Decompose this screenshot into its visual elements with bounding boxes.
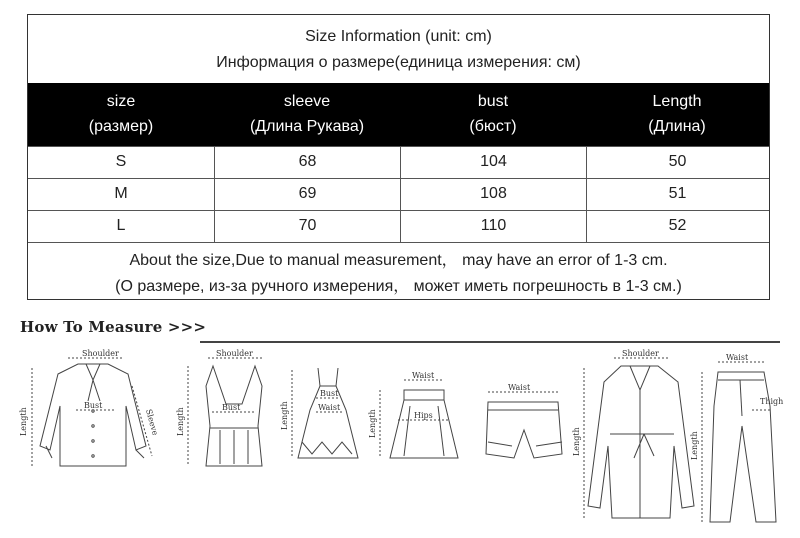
header-size-ru: (размер) bbox=[88, 118, 154, 135]
label-length: Length bbox=[368, 409, 377, 438]
cell-bust: 110 bbox=[400, 211, 586, 242]
header-length bbox=[586, 83, 768, 146]
cell-size: L bbox=[116, 217, 126, 234]
table-row bbox=[28, 210, 769, 242]
how-to-measure-heading: How To Measure >>> bbox=[20, 318, 207, 336]
label-length: Length bbox=[19, 407, 28, 436]
label-shoulder: Shoulder bbox=[622, 349, 659, 358]
skirt-sketch bbox=[390, 390, 458, 458]
table-row bbox=[28, 178, 769, 210]
note-en: About the size,Due to manual measurement， may have an error of 1-3 cm. bbox=[129, 252, 668, 269]
header-bust bbox=[400, 83, 586, 146]
cell-length: 52 bbox=[586, 211, 768, 242]
label-length: Length bbox=[572, 427, 581, 456]
measurement-sketches bbox=[18, 346, 788, 536]
header-size bbox=[28, 83, 214, 146]
header-sleeve bbox=[214, 83, 400, 146]
blouse-sketch bbox=[40, 364, 146, 466]
trousers-sketch bbox=[710, 372, 776, 522]
header-length-ru: (Длина) bbox=[648, 118, 706, 135]
header-sleeve-ru: (Длина Рукава) bbox=[249, 118, 365, 135]
size-table-title bbox=[28, 15, 769, 83]
coat-sketch bbox=[588, 366, 694, 518]
header-sleeve-en: sleeve bbox=[283, 93, 331, 110]
measurement-note bbox=[28, 242, 769, 302]
shorts-sketch bbox=[486, 402, 562, 458]
label-bust: Bust bbox=[222, 403, 241, 412]
cell-sleeve: 68 bbox=[214, 147, 400, 178]
cell-length: 51 bbox=[586, 179, 768, 210]
label-waist: Waist bbox=[318, 403, 341, 412]
cell-length: 50 bbox=[586, 147, 768, 178]
note-ru: (О размере, из-за ручного измерения， может иметь погрешность в 1-3 см.) bbox=[115, 278, 682, 295]
cell-bust: 108 bbox=[400, 179, 586, 210]
title-en: Size Information (unit: cm) bbox=[305, 28, 492, 45]
vest-sketch bbox=[206, 366, 262, 466]
label-waist: Waist bbox=[508, 383, 531, 392]
label-hips: Hips bbox=[414, 411, 433, 420]
size-table bbox=[27, 14, 770, 300]
label-shoulder: Shoulder bbox=[82, 349, 119, 358]
table-row bbox=[28, 146, 769, 178]
label-waist: Waist bbox=[726, 353, 749, 362]
table-header-row bbox=[28, 83, 769, 146]
heading-divider bbox=[200, 341, 780, 343]
label-length: Length bbox=[280, 401, 289, 430]
label-waist: Waist bbox=[412, 371, 435, 380]
header-bust-ru: (бюст) bbox=[469, 118, 517, 135]
label-length: Length bbox=[690, 431, 699, 460]
label-shoulder: Shoulder bbox=[216, 349, 253, 358]
cell-sleeve: 69 bbox=[214, 179, 400, 210]
cell-size: S bbox=[115, 153, 127, 170]
header-length-en: Length bbox=[652, 93, 702, 110]
header-size-en: size bbox=[106, 93, 136, 110]
label-sleeve: Sleeve bbox=[144, 408, 160, 437]
cell-sleeve: 70 bbox=[214, 211, 400, 242]
cell-size: M bbox=[114, 185, 128, 202]
label-thigh: Thigh bbox=[760, 397, 784, 406]
label-bust: Bust bbox=[84, 401, 103, 410]
header-bust-en: bust bbox=[477, 93, 509, 110]
title-ru: Информация о размере(единица измерения: см) bbox=[216, 54, 581, 71]
label-bust: Bust bbox=[320, 389, 339, 398]
dress-sketch bbox=[298, 368, 358, 458]
sketch-labels bbox=[19, 349, 783, 460]
cell-bust: 104 bbox=[400, 147, 586, 178]
label-length: Length bbox=[176, 407, 185, 436]
